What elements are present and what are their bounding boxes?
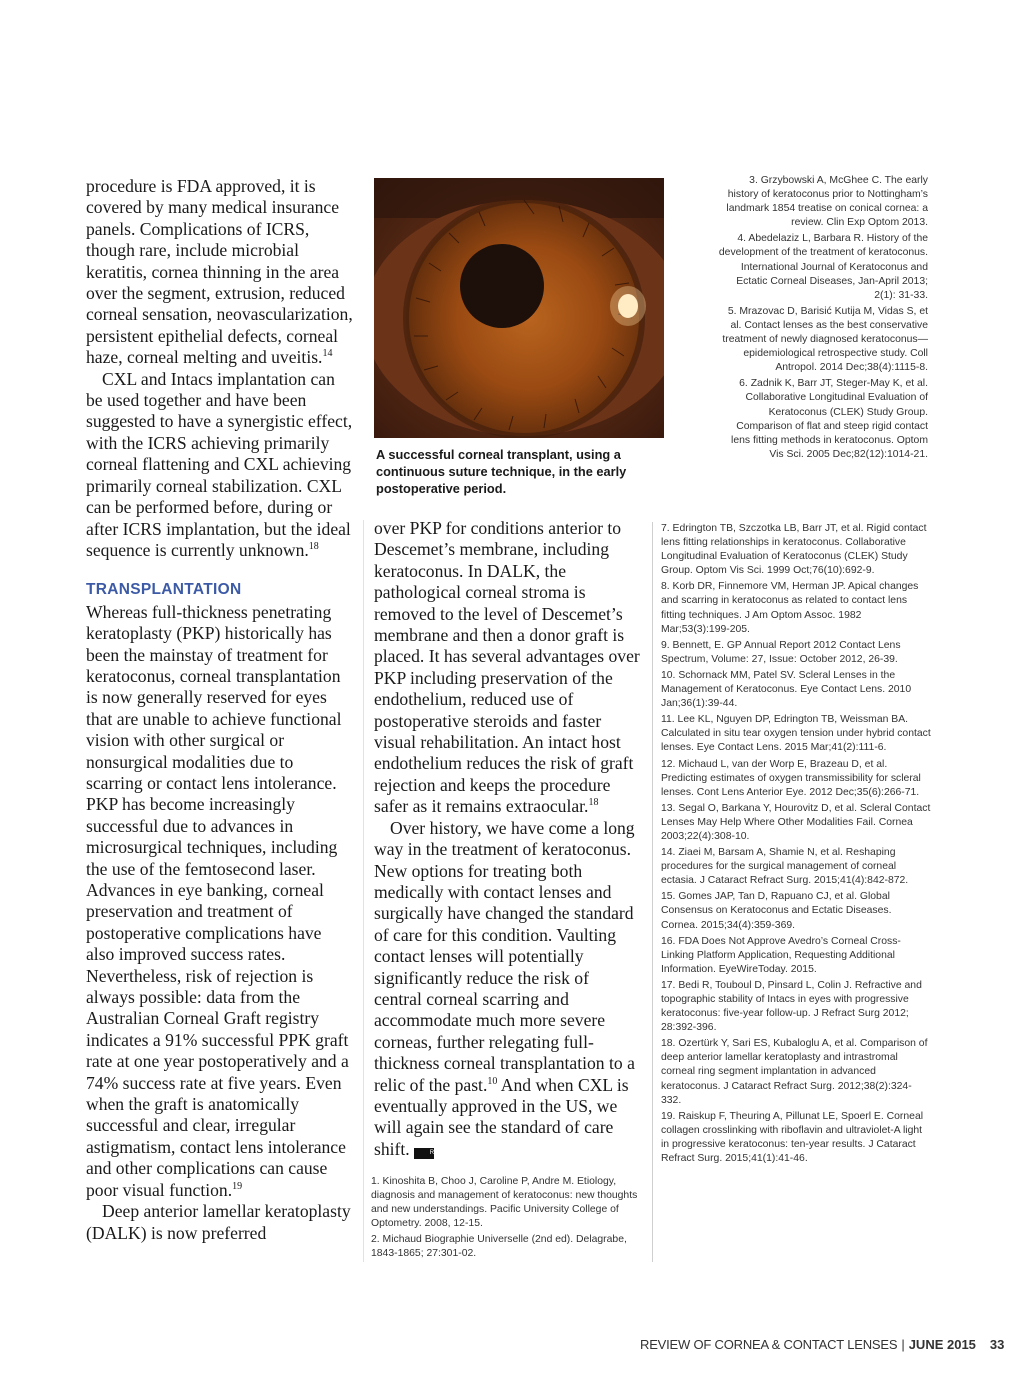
references-bottom	[371, 1175, 641, 1264]
reference-item: 5. Mrazovac D, Barisić Kutija M, Vidas S, et al. Contact lenses as the best conservative treatment of newly diagnosed keratoconus—epidemiological retrospective study. Coll Antropol. 2014 Dec;38(4):1115-8.	[722, 305, 928, 374]
reference-item: 16. FDA Does Not Approve Avedro’s Corneal Cross-Linking Platform Application, Requesting Additional Information. EyeWireToday. 2015.	[661, 935, 901, 975]
reference-item: 9. Bennett, E. GP Annual Report 2012 Contact Lens Spectrum, Volume: 27, Issue: October 2012, 26-39.	[661, 639, 901, 665]
article-column-1	[86, 176, 354, 1244]
reference-item: 6. Zadnik K, Barr JT, Steger-May K, et al. Collaborative Longitudinal Evaluation of Keratoconus (CLEK) Study Group. Comparison of flat and steep rigid contact lens fitting methods in keratoconus. Optom Vis Sci. 2005 Dec;82(12):1014-21.	[731, 378, 928, 460]
reference-item: 15. Gomes JAP, Tan D, Rapuano CJ, et al. Global Consensus on Keratoconus and Ectatic Diseases. Cornea. 2015;34(4):359-369.	[661, 891, 892, 931]
reference-item: 8. Korb DR, Finnemore VM, Herman JP. Apical changes and scarring in keratoconus as related to contact lens fitting techniques. J Am Optom Assoc. 1982 Mar;53(3):199-205.	[661, 581, 919, 635]
article-paragraph: Deep anterior lamellar keratoplasty (DALK) is now preferred	[86, 1201, 351, 1243]
reference-item: 18. Ozertürk Y, Sari ES, Kubaloglu A, et al. Comparison of deep anterior lamellar keratoplasty and intrastromal corneal ring segment implantation in advanced keratoconus. J Cataract Refract Surg. 2012;38(2):324-332.	[661, 1038, 928, 1106]
article-paragraph: over PKP for conditions anterior to Descemet’s membrane, including keratoconus. In DALK, the pathological corneal stroma is removed to the level of Descemet’s membrane and then a donor graft is placed. It has several advantages over PKP including preservation of the endothelium, reduced use of postoperative steroids and faster visual rehabilitation. An intact host endothelium reduces the risk of graft rejection and keeps the procedure safer as it remains extraocular.$^{18}$	[374, 518, 640, 817]
reference-item: 3. Grzybowski A, McGhee C. The early history of keratoconus prior to Nottingham’s landmark 1854 treatise on conical cornea: a review. Clin Exp Optom 2013.	[726, 175, 928, 229]
pupil	[460, 244, 544, 328]
column-divider	[363, 520, 364, 1262]
reference-item: 12. Michaud L, van der Worp E, Brazeau D, et al. Predicting estimates of oxygen transmissibility for scleral lenses. Cont Lens Anterior Eye. 2012 Dec;35(6):266-71.	[661, 758, 921, 798]
section-heading: TRANSPLANTATION	[86, 581, 242, 599]
reference-item: 7. Edrington TB, Szczotka LB, Barr JT, et al. Rigid contact lens fitting relationships in keratoconus. Collaborative Longitudinal Evaluation of Keratoconus (CLEK) Study Group. Optom Vis Sci. 1999 Oct;76(10):692-9.	[661, 523, 927, 577]
reference-item: 2. Michaud Biographie Universelle (2nd ed). Delagrabe, 1843-1865; 27:301-02.	[371, 1234, 627, 1260]
reference-item: 10. Schornack MM, Patel SV. Scleral Lenses in the Management of Keratoconus. Eye Contact Lens. 2010 Jan;36(1):39-44.	[661, 669, 912, 710]
article-paragraph: Over history, we have come a long way in the treatment of keratoconus. New options for treating both medically with contact lenses and surgically have changed the standard of care for this condition. Vaulting contact lenses will potentially significantly reduce the risk of central corneal scarring and accommodate much more severe corneas, further relegating full-thickness corneal transplantation to a relic of the past.$^{10}$ And when CXL is eventually approved in the US, we will again see the standard of care shift. RCCL	[374, 817, 635, 1159]
references-main	[661, 522, 931, 1168]
citation-superscript: 14	[322, 348, 333, 360]
reference-item: 13. Segal O, Barkana Y, Hourovitz D, et al. Scleral Contact Lenses May Help Where Other Modalities Fail. Cornea 2003;22(4):308-10.	[661, 802, 931, 842]
reference-item: 4. Abedelaziz L, Barbara R. History of the development of the treatment of keratoconus. International Journal of Keratoconus and Ectatic Corneal Diseases, Jan-April 2013; 2(1): 31-33.	[718, 233, 928, 301]
magazine-title: REVIEW OF CORNEA & CONTACT LENSES	[640, 1337, 898, 1352]
references-top	[716, 174, 928, 464]
reference-item: 1. Kinoshita B, Choo J, Caroline P, Andre M. Etiology, diagnosis and management of keratoconus: new thoughts and new understandings. Pacific University College of Optometry. 2008, 12-15.	[371, 1176, 638, 1230]
footer-separator: |	[901, 1337, 905, 1352]
photo-caption: A successful corneal transplant, using a continuous suture technique, in the early postoperative period.	[376, 447, 627, 496]
page-number: 33	[989, 1337, 1005, 1352]
article-column-2	[374, 518, 640, 1160]
citation-superscript: 18	[308, 541, 319, 553]
article-paragraph: CXL and Intacs implantation can be used together and have been suggested to have a synergistic effect, with the ICRS achieving primarily corneal flattening and CXL achieving primarily corneal stabilization. CXL can be performed before, during or after ICRS implantation, but the ideal sequence is currently unknown.$^{18}$	[86, 368, 353, 560]
reference-item: 14. Ziaei M, Barsam A, Shamie N, et al. Reshaping procedures for the surgical management of corneal ectasia. J Cataract Refract Surg. 2015;41(4):842-872.	[661, 847, 909, 887]
citation-superscript: 19	[232, 1180, 243, 1192]
reference-item: 17. Bedi R, Touboul D, Pinsard L, Colin J. Refractive and topographic stability of Intacs in eyes with progressive keratoconus: five-year follow-up. J Refract Surg 2012; 28:392-396.	[661, 979, 922, 1034]
article-paragraph: procedure is FDA approved, it is covered by many medical insurance panels. Complications of ICRS, though rare, include microbial keratitis, cornea thinning in the area over the segment, extrusion, reduced corneal sensation, neovascularization, persistent epithelial defects, corneal haze, corneal melting and uveitis.$^{14}$	[86, 176, 353, 368]
column-divider	[652, 522, 653, 1262]
reference-item: 11. Lee KL, Nguyen DP, Edrington TB, Weissman BA. Calculated in situ tear oxygen tension under hybrid contact lenses. Eye Contact Lens. 2015 Mar;41(2):111-6.	[661, 714, 931, 754]
reference-item: 19. Raiskup F, Theuring A, Pillunat LE, Spoerl E. Corneal collagen crosslinking with riboflavin and ultraviolet-A light in progressive keratoconus: ten-year results. J Cataract Refract Surg. 2015;41(1):41-46.	[661, 1110, 924, 1165]
issue-date: JUNE 2015	[908, 1337, 976, 1352]
end-mark-icon: RCCL	[414, 1148, 434, 1159]
citation-superscript: 10	[487, 1075, 498, 1087]
article-paragraph: Whereas full-thickness penetrating keratoplasty (PKP) historically has been the mainstay of treatment for keratoconus, corneal transplantation is now generally reserved for eyes that are unable to achieve functional vision with other surgical or nonsurgical modalities due to scarring or contact lens intolerance. PKP has become increasingly successful due to advances in microsurgical techniques, including the use of the femtosecond laser. Advances in eye banking, corneal preservation and treatment of postoperative complications have also improved success rates. Nevertheless, risk of rejection is always possible: data from the Australian Corneal Graft registry indicates a 91% successful PPK graft rate at one year postoperatively and a 74% success rate at five years. Even when the graft is anatomically successful and clear, irregular astigmatism, contact lens intolerance and other complications can cause poor visual function.$^{19}$	[86, 601, 349, 1200]
page-footer	[640, 1337, 1005, 1352]
citation-superscript: 18	[588, 797, 599, 809]
eye-photo	[374, 178, 664, 438]
